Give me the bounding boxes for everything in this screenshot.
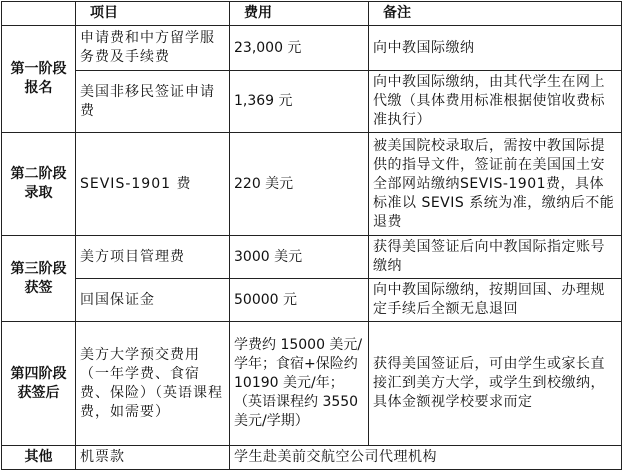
item-cell: 申请费和中方留学服务费及手续费	[76, 26, 230, 71]
table-row	[2, 279, 622, 322]
stage-cell	[2, 133, 76, 236]
note-cell: 学生赴美前交航空公司代理机构	[230, 446, 622, 470]
item-cell: 美国非移民签证申请费	[76, 71, 230, 133]
stage-cell	[2, 322, 76, 446]
fee-cell: 220 美元	[230, 133, 369, 236]
note-cell: 获得美国签证后，可由学生或家长直接汇到美方大学，或学生到校缴纳，具体金额视学校要求而定	[369, 322, 622, 446]
table-row	[2, 236, 622, 279]
table-row	[2, 322, 622, 446]
stage-cell	[2, 236, 76, 322]
header-item: 项目	[76, 2, 230, 26]
stage-label: 第四阶段 获签后	[10, 365, 67, 401]
fee-cell: 23,000 元	[230, 26, 369, 71]
table-header-row	[2, 2, 622, 26]
header-note: 备注	[369, 2, 622, 26]
item-cell: 机票款	[76, 446, 230, 470]
header-stage	[2, 2, 76, 26]
item-cell: 回国保证金	[76, 279, 230, 322]
item-cell: 美方大学预交费用（一年学费、食宿费、保险）（英语课程费，如需要）	[76, 322, 230, 446]
stage-label: 第三阶段 获签	[10, 260, 67, 296]
header-fee: 费用	[230, 2, 369, 26]
item-cell: 美方项目管理费	[76, 236, 230, 279]
fee-cell: 1,369 元	[230, 71, 369, 133]
stage-cell	[2, 446, 76, 470]
stage-label: 其他	[24, 449, 53, 465]
note-cell: 被美国院校录取后，需按中教国际提供的指导文件，签证前在美国国土安全部网站缴纳SEVIS-1901费，具体标准以 SEVIS 系统为准，缴纳后不能退费	[369, 133, 622, 236]
note-cell: 获得美国签证后向中教国际指定账号缴纳	[369, 236, 622, 279]
table-row	[2, 133, 622, 236]
stage-cell	[2, 26, 76, 133]
note-cell: 向中教国际缴纳，由其代学生在网上代缴（具体费用标准根据使馆收费标准执行）	[369, 71, 622, 133]
stage-label: 第二阶段 录取	[10, 166, 67, 201]
note-cell: 向中教国际缴纳	[369, 26, 622, 71]
note-cell: 向中教国际缴纳，按期回国、办理规定手续后全额无息退回	[369, 279, 622, 322]
table-row	[2, 446, 622, 470]
table-row	[2, 26, 622, 71]
item-cell: SEVIS-1901 费	[76, 133, 230, 236]
fee-cell: 50000 元	[230, 279, 369, 322]
table-row	[2, 71, 622, 133]
fee-table	[1, 1, 622, 470]
fee-cell: 学费约 15000 美元/学年；食宿+保险约 10190 美元/年；（英语课程约 3550 美元/学期）	[230, 322, 369, 446]
stage-label: 第一阶段 报名	[10, 61, 67, 96]
fee-cell: 3000 美元	[230, 236, 369, 279]
